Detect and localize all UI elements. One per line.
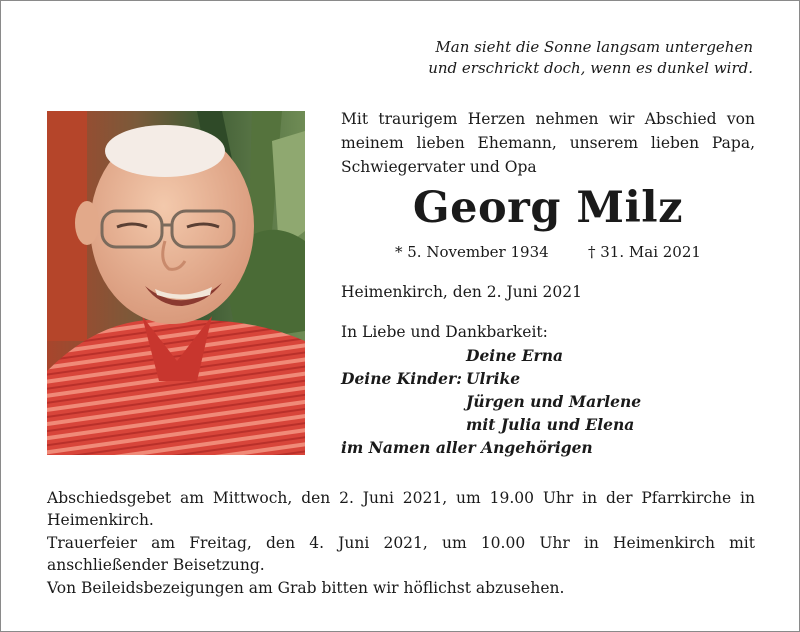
funeral-service-text: Trauerfeier am Freitag, den 4. Juni 2021, um 10.00 Uhr in Heimenkirch mit anschließender Beisetzung. (47, 534, 755, 574)
intro-line-3: Schwiegervater und Opa (341, 158, 537, 176)
birth-date: * 5. November 1934 (395, 243, 549, 261)
signoff-intro: In Liebe und Dankbarkeit: (341, 323, 548, 341)
intro-line-1: Mit traurigem Herzen nehmen wir Abschied von (341, 110, 755, 128)
place-and-date: Heimenkirch, den 2. Juni 2021 (341, 283, 583, 301)
child-name: Jürgen und Marlene (466, 392, 642, 411)
children-label: Deine Kinder: (341, 369, 462, 388)
service-details (47, 487, 755, 600)
condolences-note: Von Beileidsbezeigungen am Grab bitten wir höflichst abzusehen. (47, 579, 565, 597)
intro-text (341, 107, 755, 179)
motto-line-2: und erschrickt doch, wenn es dunkel wird. (428, 59, 753, 77)
portrait-photo (47, 111, 305, 455)
motto-line-1: Man sieht die Sonne langsam untergehen (435, 38, 753, 56)
signoff-closing: im Namen aller Angehörigen (341, 438, 593, 457)
death-date: † 31. Mai 2021 (588, 243, 701, 261)
mourners-signoff (341, 321, 755, 459)
child-name: Ulrike (466, 369, 521, 388)
intro-line-2: meinem lieben Ehemann, unserem lieben Papa, (341, 134, 755, 152)
deceased-name: Georg Milz (412, 183, 684, 233)
motto-quote (428, 37, 753, 79)
spouse-name: Deine Erna (466, 346, 564, 365)
prayer-service-text: Abschiedsgebet am Mittwoch, den 2. Juni 2021, um 19.00 Uhr in der Pfarrkirche in Heimenkirch. (47, 489, 755, 529)
grandchildren-names: mit Julia und Elena (466, 415, 635, 434)
